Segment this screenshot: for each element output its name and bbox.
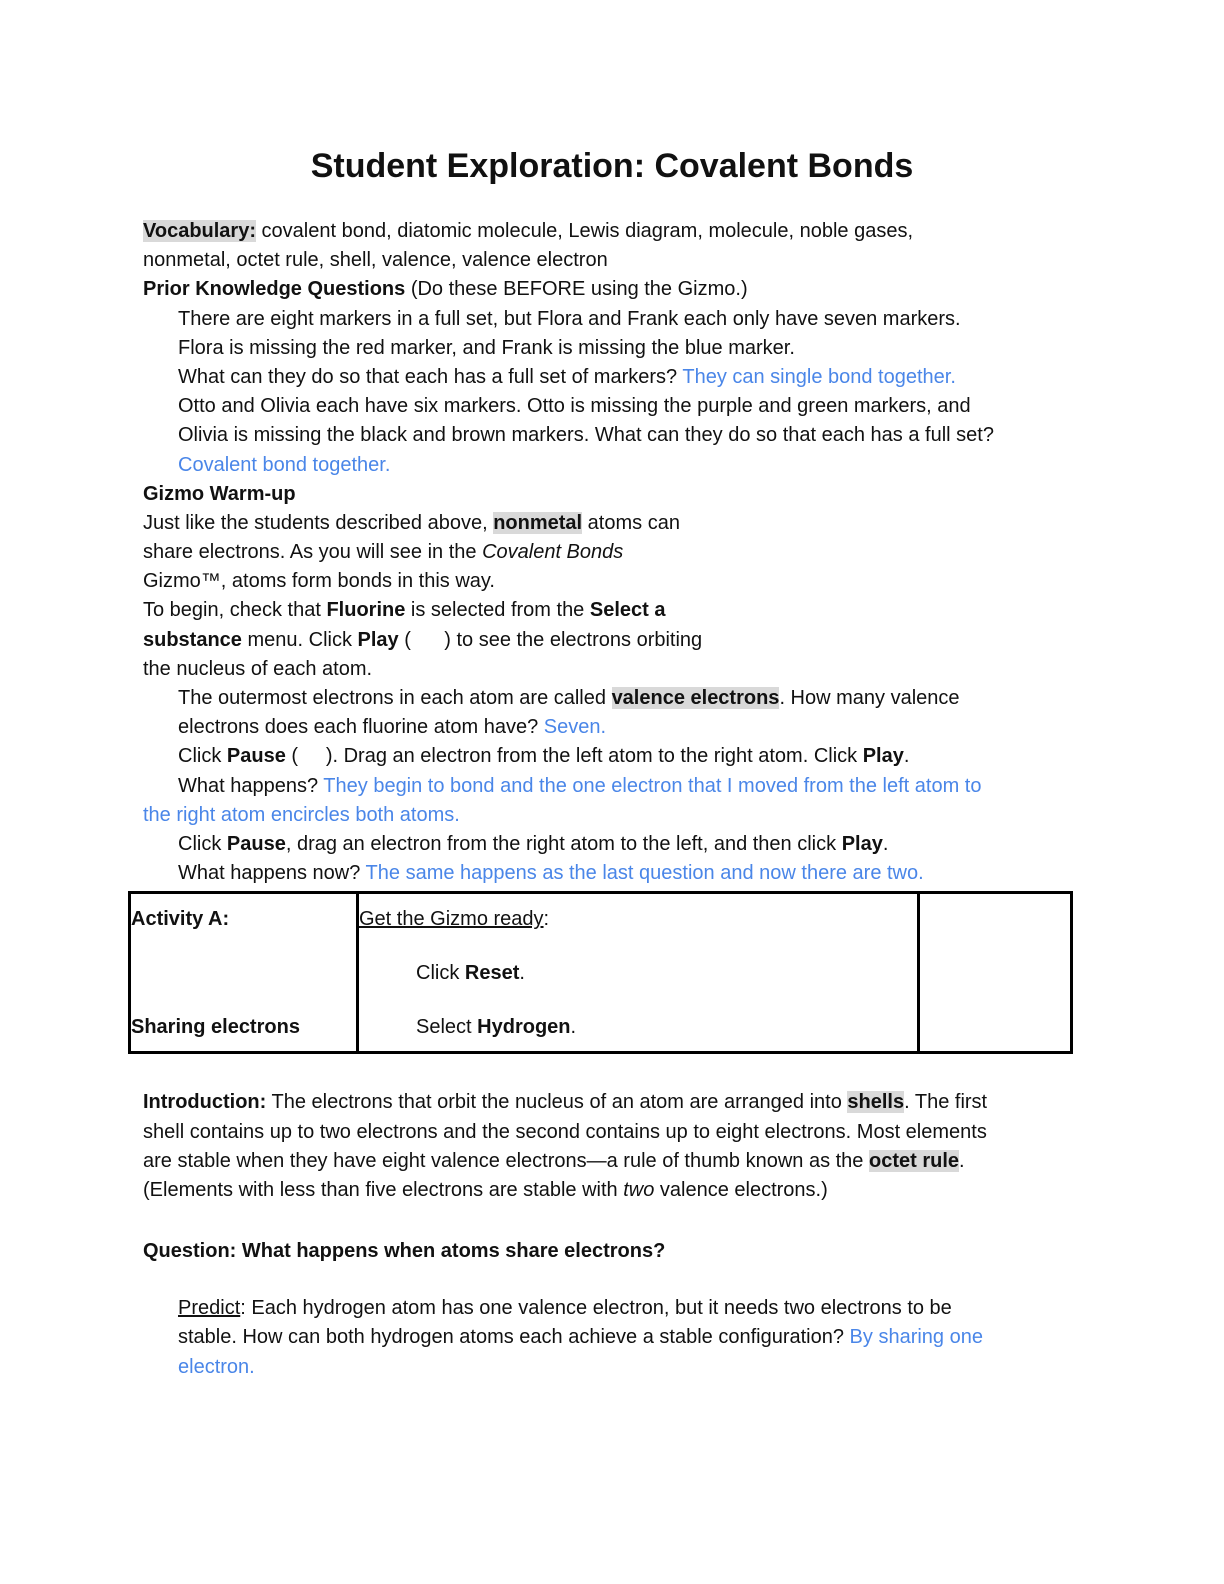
text-segment: stable. How can both hydrogen atoms each achieve a stable configuration? xyxy=(178,1326,850,1349)
text-line xyxy=(143,305,1084,334)
text-line xyxy=(143,217,1084,246)
text-segment: Play xyxy=(862,745,904,768)
text-segment: substance xyxy=(143,628,242,651)
text-segment: What can they do so that each has a full set of markers? xyxy=(178,365,683,388)
text-line xyxy=(131,987,356,1014)
text-line xyxy=(143,772,1084,801)
text-line xyxy=(143,246,1084,275)
text-segment: Question: What happens when atoms share electrons? xyxy=(143,1240,666,1263)
text-line xyxy=(143,626,1084,655)
text-segment: . xyxy=(570,1016,577,1039)
text-segment: . xyxy=(903,745,910,768)
activity-label-cell xyxy=(130,893,358,1053)
highlighted-term: nonmetal xyxy=(493,511,583,534)
text-segment: are stable when they have eight valence electrons—a rule of thumb known as the xyxy=(143,1149,869,1172)
text-segment: The electrons that orbit the nucleus of an atom are arranged into xyxy=(266,1091,848,1114)
text-segment: electrons does each fluorine atom have? xyxy=(178,716,544,739)
text-segment: Prior Knowledge Questions xyxy=(143,278,406,301)
highlighted-term: Vocabulary: xyxy=(143,220,256,242)
text-line xyxy=(359,1014,917,1041)
text-line xyxy=(359,933,917,960)
activity-table-row xyxy=(130,893,1072,1053)
text-segment: ( ). Drag an electron from the left atom to the right atom. Click xyxy=(285,745,863,768)
gizmo-ready-cell xyxy=(358,893,919,1053)
text-segment: What happens? xyxy=(178,774,324,797)
text-line xyxy=(143,538,1084,567)
text-segment: . xyxy=(882,832,889,855)
text-segment: Click xyxy=(178,832,227,855)
answer-text: electron. xyxy=(178,1355,255,1378)
text-line xyxy=(143,1294,1084,1323)
text-segment: : Each hydrogen atom has one valence electron, but it needs two electrons to be xyxy=(240,1297,952,1320)
question-heading xyxy=(143,1237,1084,1266)
text-segment: Predict xyxy=(178,1297,241,1320)
text-segment: Gizmo™, atoms form bonds in this way. xyxy=(143,570,495,593)
highlighted-term: valence electrons xyxy=(611,687,780,709)
text-segment: covalent bond, diatomic molecule, Lewis diagram, molecule, noble gases, xyxy=(256,220,914,242)
text-line xyxy=(143,1323,1084,1352)
text-segment: Otto and Olivia each have six markers. Otto is missing the purple and green markers, and xyxy=(178,395,971,418)
text-line xyxy=(359,906,917,933)
text-segment: the nucleus of each atom. xyxy=(143,657,373,680)
answer-text: Seven. xyxy=(543,716,607,739)
answer-text: They begin to bond and the one electron that I moved from the left atom to xyxy=(323,774,982,797)
answer-text: By sharing one xyxy=(849,1326,983,1349)
text-segment: . How many valence xyxy=(779,687,960,709)
text-segment: ( ) to see the electrons orbiting xyxy=(398,628,703,651)
text-line xyxy=(143,1088,1084,1117)
text-segment: : xyxy=(543,908,550,931)
text-segment: Click xyxy=(178,745,227,768)
text-segment: Pause xyxy=(226,745,286,768)
text-segment: menu. Click xyxy=(241,628,358,651)
text-line xyxy=(143,334,1084,363)
text-segment: . The first xyxy=(904,1091,988,1114)
text-line xyxy=(143,421,1084,450)
text-segment: The outermost electrons in each atom are called xyxy=(178,687,612,709)
text-segment: is selected from the xyxy=(405,599,590,622)
text-segment: Gizmo Warm-up xyxy=(143,482,296,505)
text-segment: share electrons. As you will see in the xyxy=(143,541,483,564)
text-segment: Just like the students described above, xyxy=(143,511,494,534)
text-segment: atoms can xyxy=(582,511,680,534)
text-line xyxy=(359,987,917,1014)
empty-cell xyxy=(919,893,1072,1053)
activity-table xyxy=(128,891,1073,1054)
text-line xyxy=(359,960,917,987)
text-segment: Play xyxy=(841,832,883,855)
text-line xyxy=(143,1118,1084,1147)
text-segment: Hydrogen xyxy=(477,1016,571,1039)
document-title: Student Exploration: Covalent Bonds xyxy=(310,147,914,185)
text-line xyxy=(143,596,1084,625)
text-line xyxy=(143,1237,1084,1266)
text-segment: Reset xyxy=(464,962,520,985)
text-segment: Activity A: xyxy=(131,908,230,931)
text-segment: Play xyxy=(357,628,399,651)
predict-block xyxy=(143,1294,1084,1382)
text-segment: nonmetal, octet rule, shell, valence, valence electron xyxy=(143,249,608,272)
answer-text: the right atom encircles both atoms. xyxy=(143,803,460,826)
text-line xyxy=(131,960,356,987)
answer-text: They can single bond together. xyxy=(682,365,956,388)
text-line xyxy=(143,1353,1084,1382)
text-segment: Select a xyxy=(589,599,666,622)
text-line xyxy=(143,713,1084,742)
text-line xyxy=(143,684,1084,713)
text-line xyxy=(143,567,1084,596)
text-segment: Covalent Bonds xyxy=(482,541,624,564)
text-segment: . xyxy=(519,962,525,985)
highlighted-term: octet rule xyxy=(869,1149,960,1172)
text-line xyxy=(131,933,356,960)
text-segment: Olivia is missing the black and brown markers. What can they do so that each has a full set? xyxy=(178,424,994,447)
body-text-block xyxy=(143,217,1084,888)
text-line xyxy=(143,363,1084,392)
text-segment: Sharing electrons xyxy=(131,1016,300,1039)
answer-text: Covalent bond together. xyxy=(178,453,391,476)
text-line xyxy=(143,392,1084,421)
answer-text: The same happens as the last question and now there are two. xyxy=(365,862,924,885)
text-line xyxy=(143,1147,1084,1176)
text-line xyxy=(143,480,1084,509)
text-segment: two xyxy=(623,1178,655,1201)
text-segment: (Elements with less than five electrons are stable with xyxy=(143,1178,624,1201)
text-line xyxy=(143,859,1084,888)
text-line xyxy=(131,906,356,933)
text-segment: To begin, check that xyxy=(143,599,327,622)
highlighted-term: shells xyxy=(847,1091,905,1114)
text-segment: . xyxy=(959,1149,965,1172)
text-line xyxy=(143,451,1084,480)
text-segment: There are eight markers in a full set, but Flora and Frank each only have seven markers. xyxy=(178,307,961,330)
text-line xyxy=(143,830,1084,859)
text-line xyxy=(143,655,1084,684)
text-segment: Introduction: xyxy=(143,1091,267,1114)
text-segment: , drag an electron from the right atom to the left, and then click xyxy=(285,832,842,855)
text-segment: Get the Gizmo ready xyxy=(359,908,544,931)
text-segment: What happens now? xyxy=(178,862,366,885)
text-line xyxy=(131,1014,356,1041)
text-line xyxy=(143,1176,1084,1205)
text-segment: Click xyxy=(416,962,465,985)
introduction-block xyxy=(143,1088,1084,1205)
text-line xyxy=(143,275,1084,304)
text-segment: valence electrons.) xyxy=(654,1178,828,1201)
text-line xyxy=(143,742,1084,771)
text-segment: Pause xyxy=(226,832,286,855)
text-segment: Select xyxy=(416,1016,478,1039)
text-segment: Flora is missing the red marker, and Frank is missing the blue marker. xyxy=(178,336,795,359)
text-segment: Fluorine xyxy=(326,599,406,622)
text-line xyxy=(143,801,1084,830)
text-line xyxy=(143,509,1084,538)
text-segment: (Do these BEFORE using the Gizmo.) xyxy=(405,278,748,301)
text-segment: shell contains up to two electrons and the second contains up to eight electrons. Most elements xyxy=(143,1120,987,1143)
document-content xyxy=(0,217,1224,1382)
